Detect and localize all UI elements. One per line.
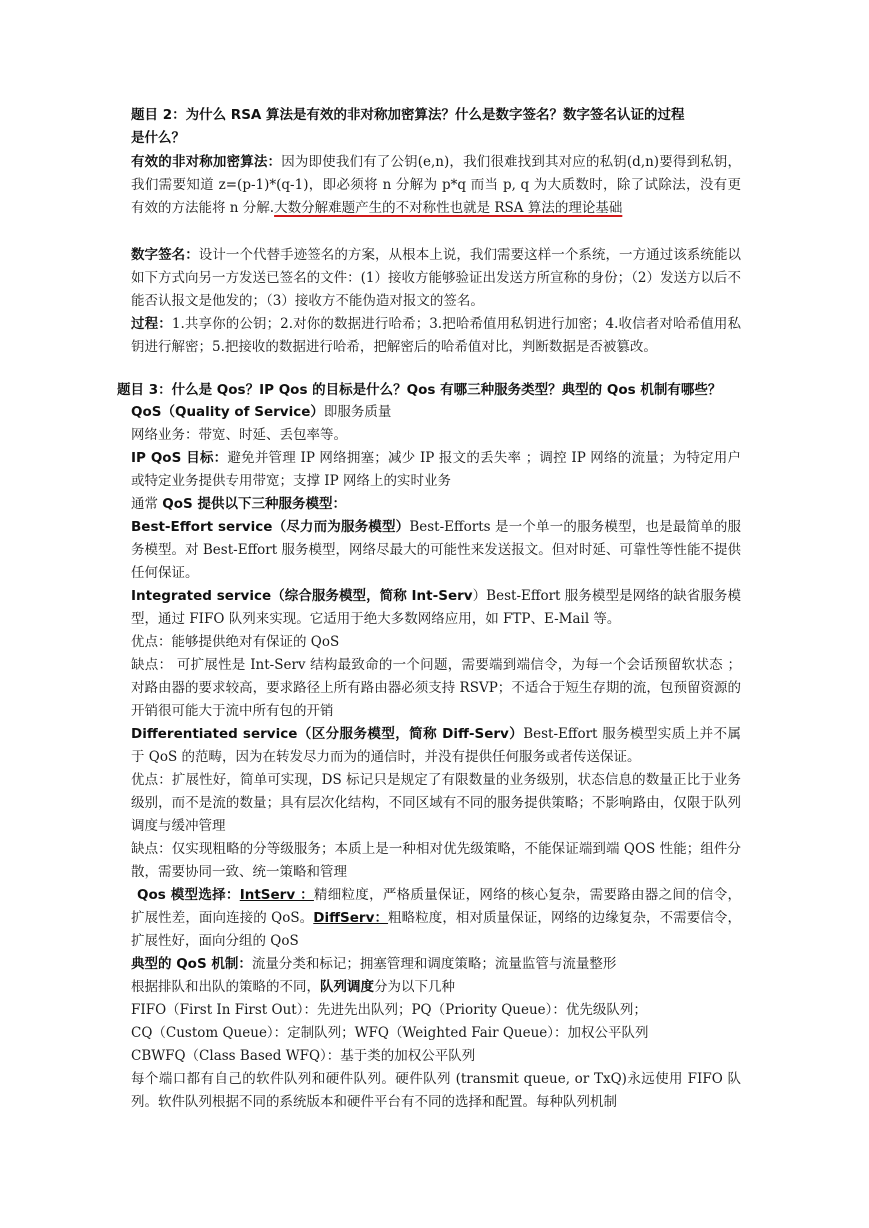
is-text: ）Best-Effort 服务模型是网络的缺省服务模型，通过 FIFO 队列来实现。它适用于绝大多数网络应用，如 FTP、E-Mail 等。 [131,588,741,627]
q3-title-line: 题目 3：什么是 Qos？IP Qos 的目标是什么？Qos 有哪三种服务类型？典型的 Qos 机制有哪些？ [117,382,722,398]
qos-mechanisms [131,953,741,976]
models-prefix: 通常 [131,496,163,512]
sched-suffix: 分为以下几种 [374,979,455,995]
qos-definition [131,401,741,424]
intserv-text: 精细粒度，严格质量保证，网络的核心复杂，需要路由器之间的信令，扩展性差，面向连接的 QoS。 [131,887,742,926]
ip-qos-goal [131,447,741,493]
port-queue-paragraph [131,1068,741,1114]
models-label: QoS 提供以下三种服务模型： [162,496,346,512]
queue-scheduling [131,976,741,999]
fifo-line [131,999,741,1022]
net-text: 网络业务：带宽、时延、丢包率等。 [131,427,347,443]
mech-label: 典型的 QoS 机制： [131,956,252,972]
is-pro-text: 优点：能够提供绝对有保证的 QoS [131,634,340,650]
mech-text: 流量分类和标记；拥塞管理和调度策略；流量监管与流量整形 [251,956,617,972]
q2-asym-paragraph [131,151,741,220]
diffserv-paragraph [131,723,741,769]
q2-title [131,104,743,150]
intserv-paragraph [131,585,741,631]
choice-label: Qos 模型选择： [137,887,240,903]
be-label: Best-Effort service（尽力而为服务模型） [131,519,410,535]
port-text: 每个端口都有自己的软件队列和硬件队列。硬件队列 (transmit queue, or TxQ)永远使用 FIFO 队列。软件队列根据不同的系统版本和硬件平台有不同的选择和配置。每种队列机制 [131,1071,741,1110]
goal-label: IP QoS 目标： [131,450,228,466]
asym-text: 因为即使我们有了公钥(e,n)，我们很难找到其对应的私钥(d,n)要得到私钥，我们需要知道 z=(p-1)*(q-1)，即必须将 n 分解为 p*q 而当 p, q 为大质数时，除了试除法，没有更有效的方法能将 n 分解. [131,154,742,216]
intserv-label: IntServ ： [239,887,314,903]
sig-label: 数字签名： [131,247,199,263]
be-text: Best-Efforts 是一个单一的服务模型，也是最简单的服务模型。对 Best-Effort 服务模型，网络尽最大的可能性来发送报文。但对时延、可靠性等性能不提供任何保证。 [131,519,742,581]
diffserv-label: DiffServ： [313,910,389,926]
intserv-con [131,654,741,723]
diffserv-text: 粗略粒度，相对质量保证，网络的边缘复杂，不需要信令，扩展性好，面向分组的 QoS [131,910,741,949]
best-effort-paragraph [131,516,741,585]
models-intro [131,493,741,516]
asym-label: 有效的非对称加密算法： [131,154,282,170]
sig-text: 设计一个代替手迹签名的方案，从根本上说，我们需要这样一个系统，一方通过该系统能以如下方式向另一方发送已签名的文件：(1）接收方能够验证出发送方所宣称的身份；（2）发送方以后不能否认报文是他发的；（3）接收方不能伪造对报文的签名。 [131,247,742,309]
cbwfq-text: CBWFQ（Class Based WFQ）：基于类的加权公平队列 [131,1048,476,1064]
ds-con-text: 缺点：仅实现粗略的分等级服务；本质上是一种相对优先级策略，不能保证端到端 QOS 性能；组件分散，需要协同一致、统一策略和管理 [131,841,741,880]
cbwfq-line [131,1045,741,1068]
fifo-text: FIFO（First In First Out）：先进先出队列；PQ（Priority Queue）：优先级队列； [131,1002,647,1018]
sched-label: 队列调度 [320,979,374,995]
cq-text: CQ（Custom Queue）：定制队列；WFQ（Weighted Fair Queue）：加权公平队列 [131,1025,649,1041]
diffserv-pro [131,769,741,838]
q2-signature-paragraph [131,244,741,313]
qos-text: 即服务质量 [323,404,392,420]
ds-text: Best-Effort 服务模型实质上并不属于 QoS 的范畴，因为在转发尽力而为的通信时，并没有提供任何服务或者传送保证。 [131,726,741,765]
intserv-pro [131,631,741,654]
cq-line [131,1022,741,1045]
ds-label: Differentiated service（区分服务模型，简称 Diff-Serv） [131,726,524,742]
goal-text: 避免并管理 IP 网络拥塞；减少 IP 报文的丢失率 ；调控 IP 网络的流量；为特定用户或特定业务提供专用带宽；支撑 IP 网络上的实时业务 [131,450,741,489]
is-con-text: 缺点： 可扩展性是 Int-Serv 结构最致命的一个问题，需要端到端信令，为每一个会话预留软状态 ；对路由器的要求较高，要求路径上所有路由器必须支持 RSVP；不适合于短生存期的流，包预留资源的开销很可能大于流中所有包的开销 [131,657,741,719]
q3-title [117,379,757,402]
net-business [131,424,741,447]
q2-process-paragraph [131,313,741,359]
q2-title-line1: 题目 2：为什么 RSA 算法是有效的非对称加密算法？什么是数字签名？数字签名认证的过程 [131,107,685,123]
model-choice-paragraph [131,884,741,953]
is-label: Integrated service（综合服务模型，简称 Int-Serv [131,588,473,604]
ds-pro-text: 优点：扩展性好，简单可实现，DS 标记只是规定了有限数量的业务级别，状态信息的数量正比于业务级别，而不是流的数量；具有层次化结构，不同区域有不同的服务提供策略；不影响路由，仅限于队列调度与缓冲管理 [131,772,741,834]
qos-label: QoS（Quality of Service） [131,404,324,420]
diffserv-con [131,838,741,884]
sched-prefix: 根据排队和出队的策略的不同， [131,979,320,995]
proc-text: 1.共享你的公钥；2.对你的数据进行哈希；3.把哈希值用私钥进行加密；4.收信者对哈希值用私钥进行解密；5.把接收的数据进行哈希，把解密后的哈希值对比，判断数据是否被篡改。 [131,316,742,355]
proc-label: 过程： [131,316,172,332]
asym-highlight: 大数分解难题产生的不对称性也就是 RSA 算法的理论基础 [274,200,623,216]
q2-title-line2: 是什么？ [131,130,185,146]
